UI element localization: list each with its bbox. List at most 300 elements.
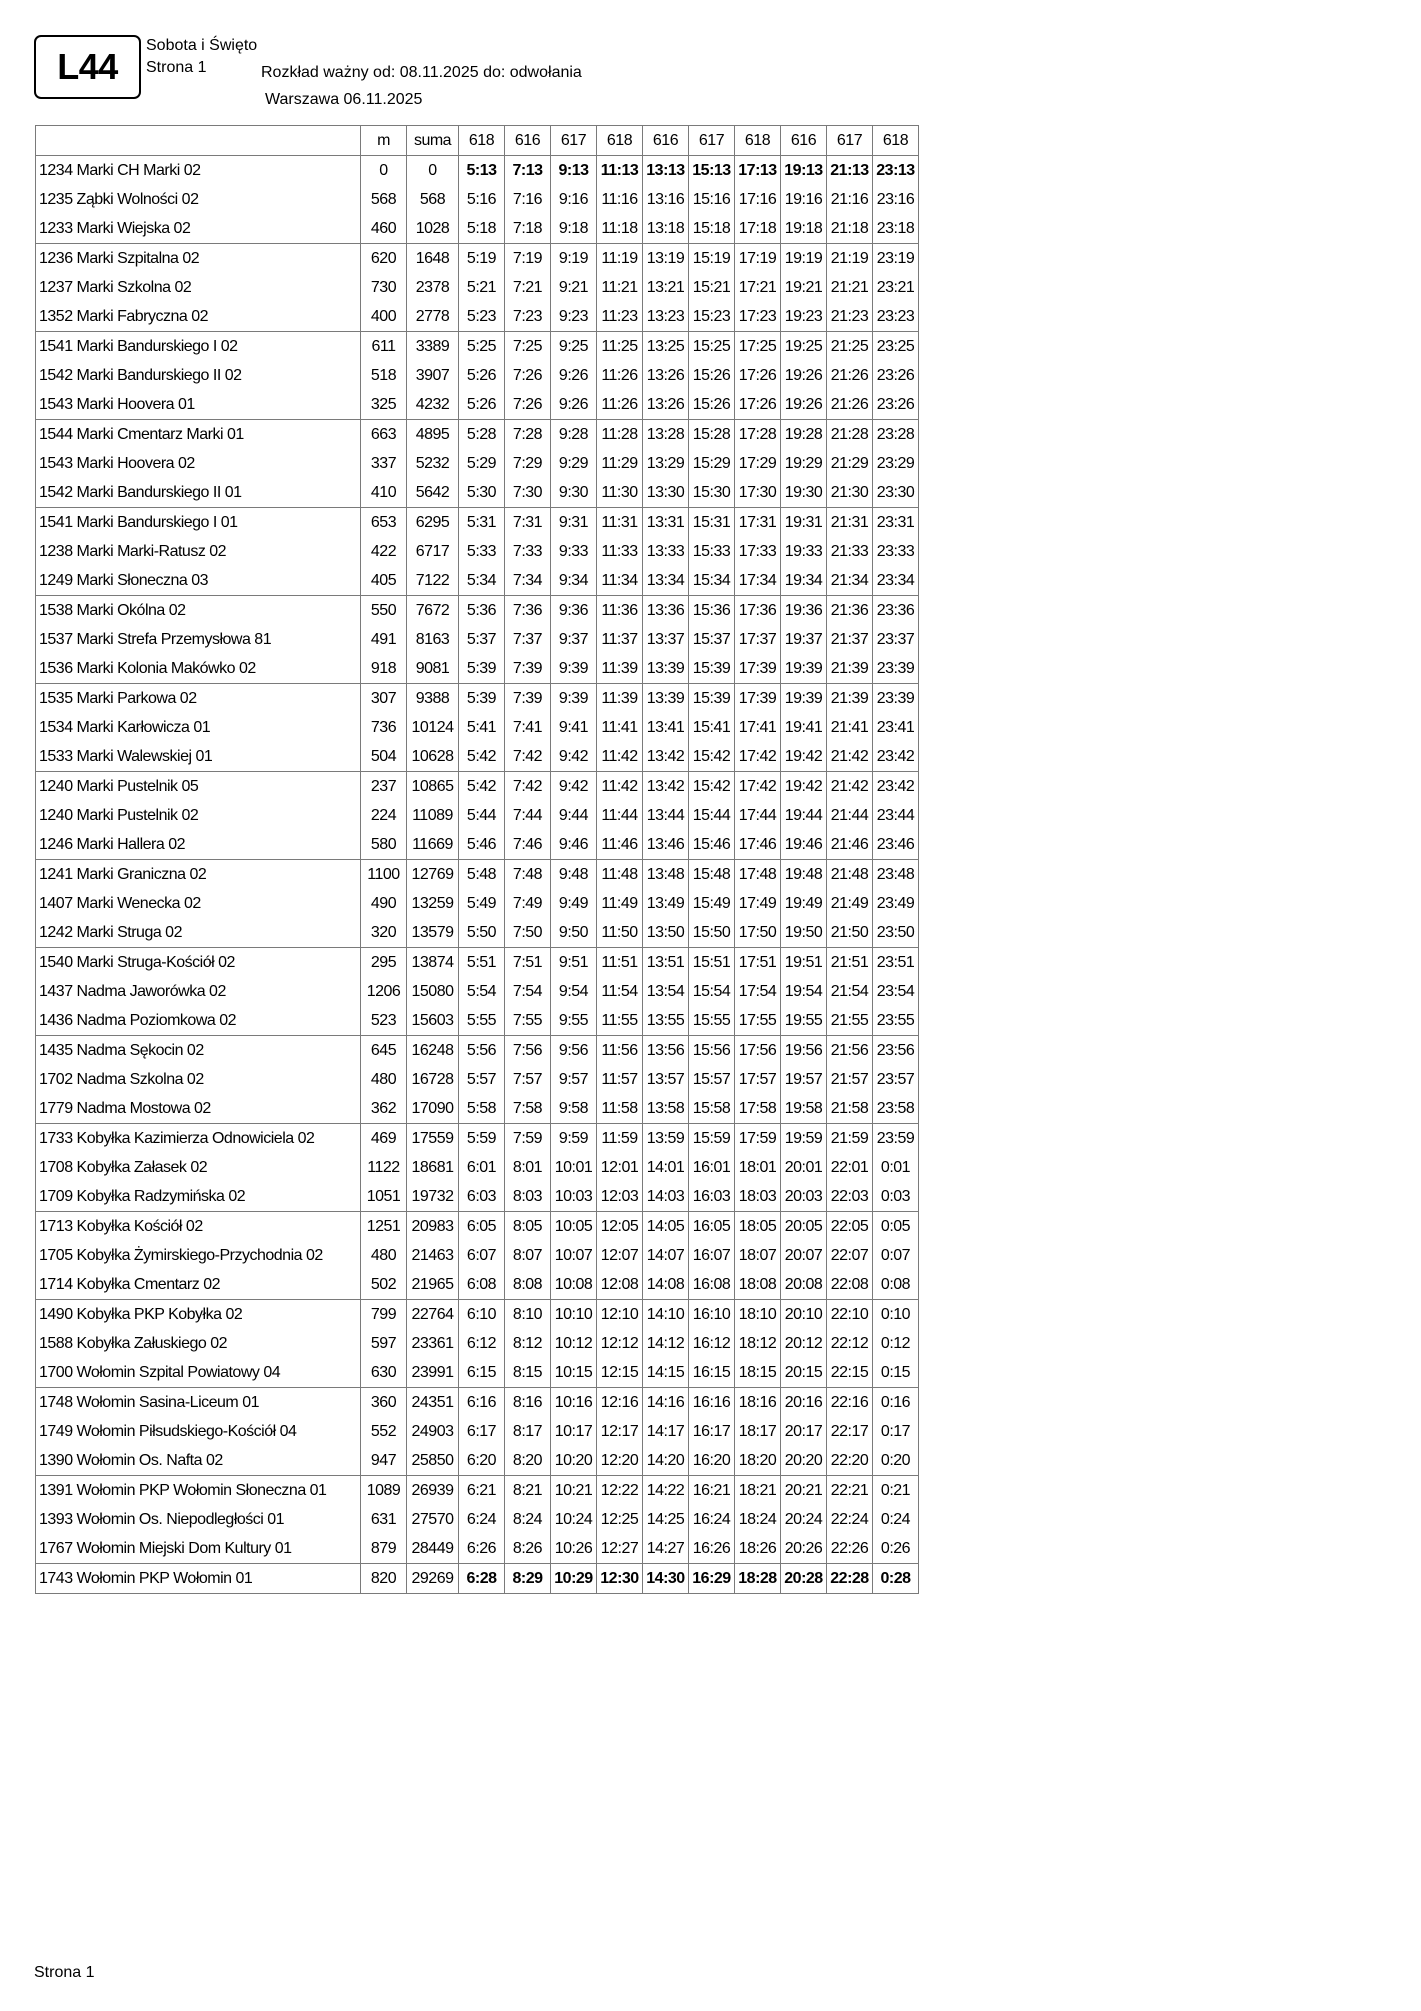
segment-distance: 1122	[361, 1153, 407, 1182]
stop-name: 1709 Kobyłka Radzymińska 02	[36, 1182, 361, 1212]
segment-distance: 502	[361, 1270, 407, 1300]
departure-time: 22:01	[827, 1153, 873, 1182]
departure-time: 13:48	[643, 860, 689, 890]
departure-time: 23:31	[873, 508, 919, 538]
header-trip: 617	[551, 126, 597, 156]
day-type: Sobota i Święto	[146, 37, 258, 54]
departure-time: 21:34	[827, 566, 873, 596]
timetable	[35, 125, 919, 1594]
departure-time: 7:21	[505, 273, 551, 302]
departure-time: 13:23	[643, 302, 689, 332]
header-row	[36, 126, 919, 156]
stop-name: 1702 Nadma Szkolna 02	[36, 1065, 361, 1094]
departure-time: 6:05	[459, 1212, 505, 1242]
departure-time: 9:59	[551, 1124, 597, 1154]
departure-time: 6:03	[459, 1182, 505, 1212]
departure-time: 12:25	[597, 1505, 643, 1534]
timetable-row	[36, 1006, 919, 1036]
departure-time: 19:54	[781, 977, 827, 1006]
departure-time: 6:10	[459, 1300, 505, 1330]
departure-time: 7:54	[505, 977, 551, 1006]
departure-time: 19:59	[781, 1124, 827, 1154]
departure-time: 7:50	[505, 918, 551, 948]
segment-distance: 1051	[361, 1182, 407, 1212]
departure-time: 19:16	[781, 185, 827, 214]
departure-time: 16:20	[689, 1446, 735, 1476]
departure-time: 13:21	[643, 273, 689, 302]
departure-time: 6:17	[459, 1417, 505, 1446]
departure-time: 14:27	[643, 1534, 689, 1564]
departure-time: 5:42	[459, 772, 505, 802]
cumulative-distance: 20983	[407, 1212, 459, 1242]
departure-time: 17:58	[735, 1094, 781, 1124]
departure-time: 17:54	[735, 977, 781, 1006]
departure-time: 18:17	[735, 1417, 781, 1446]
stop-name: 1588 Kobyłka Załuskiego 02	[36, 1329, 361, 1358]
departure-time: 5:26	[459, 361, 505, 390]
departure-time: 9:41	[551, 713, 597, 742]
departure-time: 19:37	[781, 625, 827, 654]
departure-time: 21:21	[827, 273, 873, 302]
departure-time: 19:31	[781, 508, 827, 538]
departure-time: 19:19	[781, 244, 827, 274]
departure-time: 13:42	[643, 742, 689, 772]
departure-time: 17:18	[735, 214, 781, 244]
departure-time: 23:34	[873, 566, 919, 596]
cumulative-distance: 17090	[407, 1094, 459, 1124]
departure-time: 21:25	[827, 332, 873, 362]
departure-time: 21:36	[827, 596, 873, 626]
departure-time: 0:28	[873, 1564, 919, 1594]
departure-time: 17:48	[735, 860, 781, 890]
departure-time: 13:56	[643, 1036, 689, 1066]
departure-time: 21:55	[827, 1006, 873, 1036]
departure-time: 9:29	[551, 449, 597, 478]
departure-time: 9:31	[551, 508, 597, 538]
segment-distance: 879	[361, 1534, 407, 1564]
departure-time: 17:19	[735, 244, 781, 274]
departure-time: 13:54	[643, 977, 689, 1006]
segment-distance: 1100	[361, 860, 407, 890]
stop-name: 1536 Marki Kolonia Makówko 02	[36, 654, 361, 684]
segment-distance: 491	[361, 625, 407, 654]
departure-time: 21:19	[827, 244, 873, 274]
departure-time: 22:21	[827, 1476, 873, 1506]
departure-time: 5:26	[459, 390, 505, 420]
timetable-row	[36, 1094, 919, 1124]
stop-name: 1543 Marki Hoovera 01	[36, 390, 361, 420]
departure-time: 23:55	[873, 1006, 919, 1036]
departure-time: 13:34	[643, 566, 689, 596]
departure-time: 21:59	[827, 1124, 873, 1154]
departure-time: 13:51	[643, 948, 689, 978]
stop-name: 1234 Marki CH Marki 02	[36, 156, 361, 186]
cumulative-distance: 15603	[407, 1006, 459, 1036]
departure-time: 16:29	[689, 1564, 735, 1594]
departure-time: 20:15	[781, 1358, 827, 1388]
departure-time: 5:37	[459, 625, 505, 654]
cumulative-distance: 28449	[407, 1534, 459, 1564]
cumulative-distance: 21965	[407, 1270, 459, 1300]
departure-time: 22:16	[827, 1388, 873, 1418]
departure-time: 16:08	[689, 1270, 735, 1300]
departure-time: 7:23	[505, 302, 551, 332]
departure-time: 15:30	[689, 478, 735, 508]
cumulative-distance: 3907	[407, 361, 459, 390]
departure-time: 6:26	[459, 1534, 505, 1564]
departure-time: 7:58	[505, 1094, 551, 1124]
departure-time: 21:39	[827, 654, 873, 684]
departure-time: 17:49	[735, 889, 781, 918]
departure-time: 22:17	[827, 1417, 873, 1446]
segment-distance: 630	[361, 1358, 407, 1388]
stop-name: 1779 Nadma Mostowa 02	[36, 1094, 361, 1124]
departure-time: 13:16	[643, 185, 689, 214]
departure-time: 23:44	[873, 801, 919, 830]
departure-time: 5:54	[459, 977, 505, 1006]
cumulative-distance: 18681	[407, 1153, 459, 1182]
departure-time: 21:44	[827, 801, 873, 830]
departure-time: 23:33	[873, 537, 919, 566]
cumulative-distance: 22764	[407, 1300, 459, 1330]
cumulative-distance: 17559	[407, 1124, 459, 1154]
departure-time: 20:05	[781, 1212, 827, 1242]
departure-time: 9:37	[551, 625, 597, 654]
departure-time: 20:20	[781, 1446, 827, 1476]
timetable-row	[36, 977, 919, 1006]
departure-time: 16:03	[689, 1182, 735, 1212]
stop-name: 1767 Wołomin Miejski Dom Kultury 01	[36, 1534, 361, 1564]
departure-time: 18:16	[735, 1388, 781, 1418]
departure-time: 11:26	[597, 361, 643, 390]
departure-time: 19:21	[781, 273, 827, 302]
segment-distance: 1089	[361, 1476, 407, 1506]
departure-time: 15:31	[689, 508, 735, 538]
departure-time: 5:59	[459, 1124, 505, 1154]
departure-time: 9:36	[551, 596, 597, 626]
departure-time: 22:20	[827, 1446, 873, 1476]
stop-name: 1393 Wołomin Os. Niepodległości 01	[36, 1505, 361, 1534]
cumulative-distance: 10124	[407, 713, 459, 742]
stop-name: 1542 Marki Bandurskiego II 01	[36, 478, 361, 508]
departure-time: 11:30	[597, 478, 643, 508]
departure-time: 7:41	[505, 713, 551, 742]
stop-name: 1538 Marki Okólna 02	[36, 596, 361, 626]
stop-name: 1733 Kobyłka Kazimierza Odnowiciela 02	[36, 1124, 361, 1154]
departure-time: 23:51	[873, 948, 919, 978]
departure-time: 17:13	[735, 156, 781, 186]
departure-time: 12:16	[597, 1388, 643, 1418]
departure-time: 5:51	[459, 948, 505, 978]
timetable-row	[36, 596, 919, 626]
departure-time: 11:51	[597, 948, 643, 978]
departure-time: 9:33	[551, 537, 597, 566]
departure-time: 14:17	[643, 1417, 689, 1446]
departure-time: 18:03	[735, 1182, 781, 1212]
departure-time: 10:16	[551, 1388, 597, 1418]
timetable-row	[36, 156, 919, 186]
departure-time: 12:05	[597, 1212, 643, 1242]
departure-time: 8:24	[505, 1505, 551, 1534]
timetable-row	[36, 918, 919, 948]
timetable-row	[36, 1329, 919, 1358]
departure-time: 13:46	[643, 830, 689, 860]
departure-time: 9:42	[551, 772, 597, 802]
departure-time: 14:15	[643, 1358, 689, 1388]
departure-time: 14:22	[643, 1476, 689, 1506]
departure-time: 21:31	[827, 508, 873, 538]
departure-time: 17:25	[735, 332, 781, 362]
departure-time: 17:34	[735, 566, 781, 596]
departure-time: 17:55	[735, 1006, 781, 1036]
departure-time: 8:29	[505, 1564, 551, 1594]
stop-name: 1543 Marki Hoovera 02	[36, 449, 361, 478]
departure-time: 19:28	[781, 420, 827, 450]
departure-time: 23:46	[873, 830, 919, 860]
segment-distance: 405	[361, 566, 407, 596]
stop-name: 1700 Wołomin Szpital Powiatowy 04	[36, 1358, 361, 1388]
departure-time: 15:18	[689, 214, 735, 244]
stop-name: 1542 Marki Bandurskiego II 02	[36, 361, 361, 390]
departure-time: 21:54	[827, 977, 873, 1006]
timetable-row	[36, 948, 919, 978]
departure-time: 7:57	[505, 1065, 551, 1094]
departure-time: 13:30	[643, 478, 689, 508]
departure-time: 12:08	[597, 1270, 643, 1300]
departure-time: 21:42	[827, 742, 873, 772]
departure-time: 15:13	[689, 156, 735, 186]
departure-time: 0:01	[873, 1153, 919, 1182]
timetable-row	[36, 478, 919, 508]
departure-time: 11:56	[597, 1036, 643, 1066]
departure-time: 15:42	[689, 742, 735, 772]
departure-time: 10:12	[551, 1329, 597, 1358]
departure-time: 0:05	[873, 1212, 919, 1242]
segment-distance: 480	[361, 1065, 407, 1094]
departure-time: 0:10	[873, 1300, 919, 1330]
cumulative-distance: 10865	[407, 772, 459, 802]
departure-time: 5:13	[459, 156, 505, 186]
departure-time: 19:55	[781, 1006, 827, 1036]
departure-time: 17:50	[735, 918, 781, 948]
departure-time: 15:28	[689, 420, 735, 450]
departure-time: 15:46	[689, 830, 735, 860]
cumulative-distance: 5642	[407, 478, 459, 508]
stop-name: 1435 Nadma Sękocin 02	[36, 1036, 361, 1066]
stop-name: 1436 Nadma Poziomkowa 02	[36, 1006, 361, 1036]
header-trip: 618	[597, 126, 643, 156]
stop-name: 1437 Nadma Jaworówka 02	[36, 977, 361, 1006]
departure-time: 14:10	[643, 1300, 689, 1330]
departure-time: 10:08	[551, 1270, 597, 1300]
departure-time: 0:15	[873, 1358, 919, 1388]
departure-time: 5:16	[459, 185, 505, 214]
departure-time: 5:55	[459, 1006, 505, 1036]
departure-time: 21:51	[827, 948, 873, 978]
departure-time: 16:01	[689, 1153, 735, 1182]
departure-time: 8:20	[505, 1446, 551, 1476]
departure-time: 13:18	[643, 214, 689, 244]
cumulative-distance: 7122	[407, 566, 459, 596]
departure-time: 8:10	[505, 1300, 551, 1330]
departure-time: 15:33	[689, 537, 735, 566]
header-stop	[36, 126, 361, 156]
departure-time: 11:57	[597, 1065, 643, 1094]
departure-time: 9:56	[551, 1036, 597, 1066]
stop-name: 1713 Kobyłka Kościół 02	[36, 1212, 361, 1242]
cumulative-distance: 24351	[407, 1388, 459, 1418]
departure-time: 5:46	[459, 830, 505, 860]
departure-time: 0:12	[873, 1329, 919, 1358]
departure-time: 15:25	[689, 332, 735, 362]
departure-time: 12:30	[597, 1564, 643, 1594]
departure-time: 9:55	[551, 1006, 597, 1036]
timetable-row	[36, 508, 919, 538]
departure-time: 9:57	[551, 1065, 597, 1094]
header-trip: 616	[643, 126, 689, 156]
cumulative-distance: 11669	[407, 830, 459, 860]
departure-time: 7:33	[505, 537, 551, 566]
departure-time: 22:05	[827, 1212, 873, 1242]
departure-time: 15:56	[689, 1036, 735, 1066]
departure-time: 21:39	[827, 684, 873, 714]
departure-time: 7:49	[505, 889, 551, 918]
departure-time: 15:16	[689, 185, 735, 214]
departure-time: 5:30	[459, 478, 505, 508]
departure-time: 14:05	[643, 1212, 689, 1242]
departure-time: 11:50	[597, 918, 643, 948]
departure-time: 23:37	[873, 625, 919, 654]
departure-time: 5:56	[459, 1036, 505, 1066]
cumulative-distance: 13874	[407, 948, 459, 978]
departure-time: 10:20	[551, 1446, 597, 1476]
departure-time: 17:16	[735, 185, 781, 214]
departure-time: 6:16	[459, 1388, 505, 1418]
departure-time: 22:10	[827, 1300, 873, 1330]
cumulative-distance: 0	[407, 156, 459, 186]
departure-time: 13:13	[643, 156, 689, 186]
validity-period: Rozkład ważny od: 08.11.2025 do: odwołania	[261, 64, 582, 81]
segment-distance: 550	[361, 596, 407, 626]
segment-distance: 362	[361, 1094, 407, 1124]
departure-time: 19:33	[781, 537, 827, 566]
timetable-row	[36, 449, 919, 478]
departure-time: 9:50	[551, 918, 597, 948]
departure-time: 17:46	[735, 830, 781, 860]
timetable-row	[36, 860, 919, 890]
segment-distance: 580	[361, 830, 407, 860]
cumulative-distance: 12769	[407, 860, 459, 890]
departure-time: 11:34	[597, 566, 643, 596]
timetable-row	[36, 1388, 919, 1418]
departure-time: 21:18	[827, 214, 873, 244]
departure-time: 13:57	[643, 1065, 689, 1094]
timetable-row	[36, 713, 919, 742]
header-trip: 618	[873, 126, 919, 156]
departure-time: 20:12	[781, 1329, 827, 1358]
departure-time: 5:29	[459, 449, 505, 478]
departure-time: 11:54	[597, 977, 643, 1006]
departure-time: 5:41	[459, 713, 505, 742]
stop-name: 1407 Marki Wenecka 02	[36, 889, 361, 918]
departure-time: 15:58	[689, 1094, 735, 1124]
line-number-badge: L44	[34, 35, 141, 99]
departure-time: 21:50	[827, 918, 873, 948]
departure-time: 11:16	[597, 185, 643, 214]
timetable-row	[36, 1036, 919, 1066]
departure-time: 17:57	[735, 1065, 781, 1094]
departure-time: 20:24	[781, 1505, 827, 1534]
departure-time: 19:23	[781, 302, 827, 332]
cumulative-distance: 16728	[407, 1065, 459, 1094]
departure-time: 17:31	[735, 508, 781, 538]
departure-time: 23:28	[873, 420, 919, 450]
departure-time: 0:20	[873, 1446, 919, 1476]
departure-time: 9:26	[551, 390, 597, 420]
departure-time: 16:12	[689, 1329, 735, 1358]
departure-time: 22:28	[827, 1564, 873, 1594]
departure-time: 7:36	[505, 596, 551, 626]
departure-time: 14:08	[643, 1270, 689, 1300]
stop-name: 1714 Kobyłka Cmentarz 02	[36, 1270, 361, 1300]
departure-time: 23:18	[873, 214, 919, 244]
departure-time: 8:03	[505, 1182, 551, 1212]
departure-time: 19:30	[781, 478, 827, 508]
departure-time: 23:48	[873, 860, 919, 890]
departure-time: 7:56	[505, 1036, 551, 1066]
departure-time: 9:39	[551, 654, 597, 684]
departure-time: 17:59	[735, 1124, 781, 1154]
departure-time: 21:42	[827, 772, 873, 802]
departure-time: 9:51	[551, 948, 597, 978]
departure-time: 5:44	[459, 801, 505, 830]
timetable-row	[36, 889, 919, 918]
departure-time: 16:05	[689, 1212, 735, 1242]
timetable-row	[36, 742, 919, 772]
departure-time: 23:59	[873, 1124, 919, 1154]
departure-time: 15:34	[689, 566, 735, 596]
departure-time: 23:26	[873, 361, 919, 390]
departure-time: 23:54	[873, 977, 919, 1006]
departure-time: 0:07	[873, 1241, 919, 1270]
departure-time: 17:21	[735, 273, 781, 302]
departure-time: 16:07	[689, 1241, 735, 1270]
departure-time: 13:59	[643, 1124, 689, 1154]
departure-time: 22:12	[827, 1329, 873, 1358]
departure-time: 12:01	[597, 1153, 643, 1182]
stop-name: 1749 Wołomin Piłsudskiego-Kościół 04	[36, 1417, 361, 1446]
segment-distance: 799	[361, 1300, 407, 1330]
departure-time: 7:29	[505, 449, 551, 478]
departure-time: 7:18	[505, 214, 551, 244]
timetable-row	[36, 1124, 919, 1154]
departure-time: 11:21	[597, 273, 643, 302]
departure-time: 11:23	[597, 302, 643, 332]
segment-distance: 947	[361, 1446, 407, 1476]
departure-time: 20:03	[781, 1182, 827, 1212]
stop-name: 1238 Marki Marki-Ratusz 02	[36, 537, 361, 566]
departure-time: 5:23	[459, 302, 505, 332]
departure-time: 11:42	[597, 772, 643, 802]
departure-time: 12:15	[597, 1358, 643, 1388]
cumulative-distance: 29269	[407, 1564, 459, 1594]
departure-time: 13:50	[643, 918, 689, 948]
departure-time: 5:48	[459, 860, 505, 890]
departure-time: 19:42	[781, 772, 827, 802]
departure-time: 19:18	[781, 214, 827, 244]
departure-time: 5:31	[459, 508, 505, 538]
cumulative-distance: 23991	[407, 1358, 459, 1388]
